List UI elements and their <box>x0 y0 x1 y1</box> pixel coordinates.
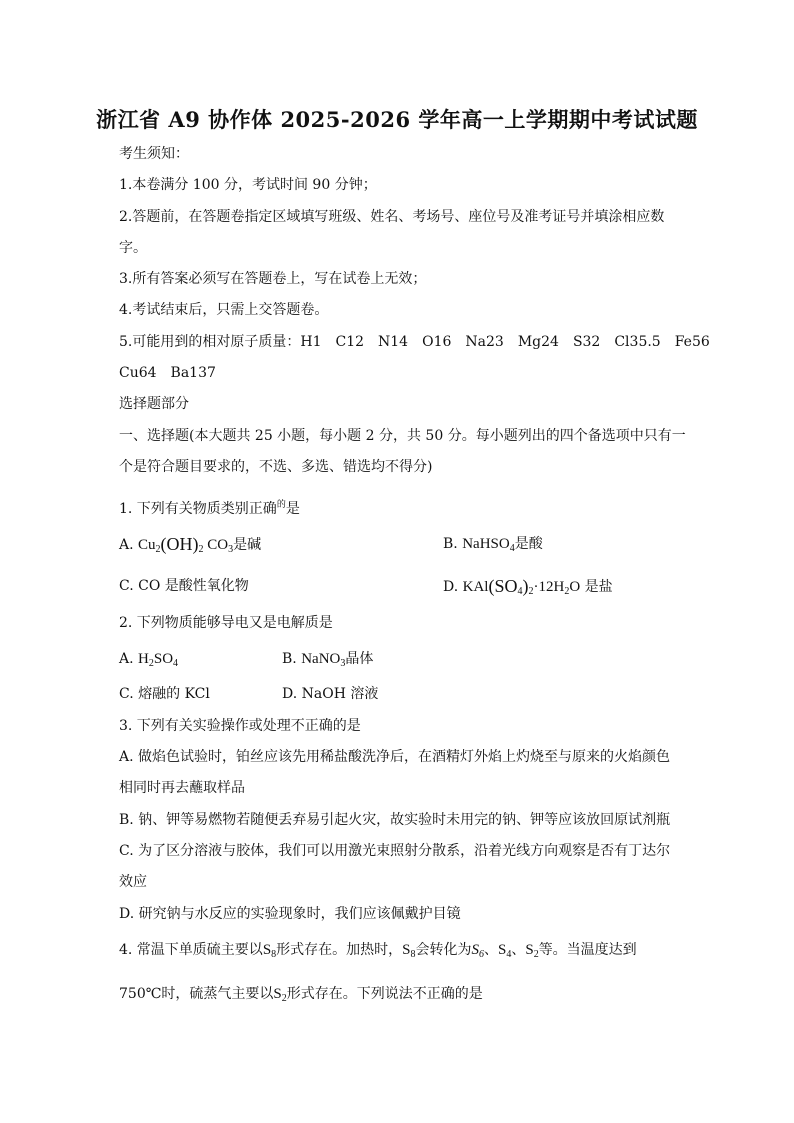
mass-fe: Fe56 <box>674 334 710 350</box>
notice-item-5-cont <box>119 364 216 382</box>
q2-option-d: D. NaOH 溶液 <box>282 686 379 702</box>
q3-option-c-line-2: 效应 <box>119 874 147 890</box>
mass-cl: Cl35.5 <box>614 334 661 350</box>
mass-mg: Mg24 <box>517 334 559 350</box>
section-intro-line-1: 一、选择题(本大题共 25 小题，每小题 2 分，共 50 分。每小题列出的四个备选项中只有一 <box>119 428 686 444</box>
q1-option-b: B. NaHSO$_4$是酸 <box>443 536 543 554</box>
mass-ba: Ba137 <box>170 365 216 381</box>
q1-a-formula: $Cu_2(OH)_2$ $CO_3$ <box>138 534 234 555</box>
q3-option-b: B. 钠、钾等易燃物若随便丢弃易引起火灾，故实验时未用完的钠、钾等应该放回原试剂瓶 <box>119 812 671 828</box>
part-heading: 选择题部分 <box>119 396 189 412</box>
section-intro-line-2: 个是符合题目要求的，不选、多选、错选均不得分) <box>119 459 433 475</box>
notice-item-1: 1.本卷满分 100 分，考试时间 90 分钟； <box>119 177 377 193</box>
mass-na: Na23 <box>465 334 504 350</box>
q1-b-formula: NaHSO$_4$ <box>462 536 515 554</box>
q3-option-c-line-1: C. 为了区分溶液与胶体，我们可以用激光束照射分散系，沿着光线方向观察是否有丁达尔 <box>119 843 671 859</box>
notice-item-3: 3.所有答案必须写在答题卷上，写在试卷上无效； <box>119 271 427 287</box>
q3-option-a-line-2: 相同时再去蘸取样品 <box>119 780 245 796</box>
q3-option-d: D. 研究钠与水反应的实验现象时，我们应该佩戴护目镜 <box>119 906 461 922</box>
q3-option-a-line-1: A. 做焰色试验时，铂丝应该先用稀盐酸洗净后，在酒精灯外焰上灼烧至与原来的火焰颜色 <box>119 749 671 765</box>
q2-option-a: A. $H_2SO_4$ <box>119 651 179 669</box>
mass-n: N14 <box>378 334 409 350</box>
exam-title: 浙江省 A9 协作体 2025-2026 学年高一上学期期中考试试题 <box>96 107 698 132</box>
q2-option-b: B. NaNO$_3$晶体 <box>282 651 374 669</box>
q2-option-c: C. 熔融的 KCl <box>119 686 210 702</box>
q1-option-d: D. $KAl(SO_4)_2\cdot 12H_2O$ 是盐 <box>443 576 613 597</box>
atomic-mass-label: 5.可能用到的相对原子质量： <box>119 334 301 350</box>
mass-h: H1 <box>300 334 322 350</box>
mass-s: S32 <box>572 334 601 350</box>
q4-stem-line-1: 4. 常温下单质硫主要以$S_8$形式存在。加热时，$S_8$会转化为$S_6$、$S_4$、$S_2$等。当温度达到 <box>119 942 637 960</box>
notice-heading: 考生须知： <box>119 146 189 162</box>
notice-item-5 <box>119 333 710 351</box>
q2-a-formula: $H_2SO_4$ <box>138 651 179 669</box>
q3-stem: 3. 下列有关实验操作或处理不正确的是 <box>119 718 361 734</box>
notice-item-4: 4.考试结束后，只需上交答题卷。 <box>119 302 329 318</box>
mass-cu: Cu64 <box>119 365 157 381</box>
q2-b-formula: NaNO$_3$ <box>301 651 346 669</box>
q2-stem: 2. 下列物质能够导电又是电解质是 <box>119 615 333 631</box>
q1-stem-mark: 的 <box>276 500 286 510</box>
notice-item-2: 2.答题前，在答题卷指定区域填写班级、姓名、考场号、座位号及准考证号并填涂相应数 <box>119 209 665 225</box>
mass-o: O16 <box>422 334 452 350</box>
q1-stem: 1. 下列有关物质类别正确$^的$是 <box>119 500 300 517</box>
q1-option-c: C. CO 是酸性氧化物 <box>119 578 249 594</box>
q1-d-formula: $KAl(SO_4)_2\cdot 12H_2O$ <box>462 576 581 597</box>
q1-option-a: A. $Cu_2(OH)_2$ $CO_3$是碱 <box>119 534 262 555</box>
q4-stem-line-2: 750℃时，硫蒸气主要以$S_2$形式存在。下列说法不正确的是 <box>119 986 483 1004</box>
notice-item-2-cont: 字。 <box>119 240 147 256</box>
mass-c: C12 <box>335 334 365 350</box>
